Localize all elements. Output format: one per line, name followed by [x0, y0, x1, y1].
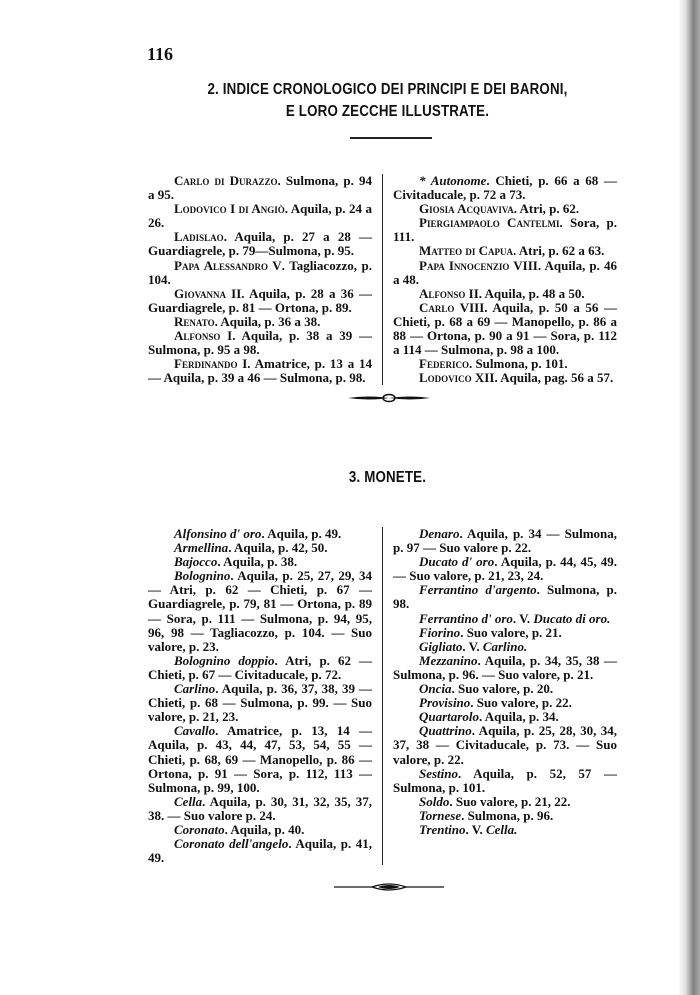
entry-head: Alfonsino d' oro	[174, 526, 262, 541]
entry-text: . Suo valore, p. 21, 22.	[449, 793, 571, 809]
index-entry	[393, 301, 617, 357]
section2-title-line2: E LORO ZECCHE ILLUSTRATE.	[285, 103, 490, 120]
entry-text: . Chieti, p. 66 a 68 — Civitaducale, p. 72 a 73.	[393, 173, 617, 203]
entry-text: . Aquila, p. 27 a 28 — Guardiagrele, p. 79—Sulmona, p. 95.	[148, 229, 372, 259]
entry-text: . V.	[465, 821, 486, 837]
index-entry	[148, 329, 372, 357]
index-entry	[148, 837, 372, 865]
index-entry	[148, 527, 372, 541]
entry-head: Gigliato	[419, 638, 463, 654]
index-entry	[148, 287, 372, 315]
index-entry	[393, 795, 617, 809]
section2-columns	[148, 174, 617, 385]
ornament-divider-icon	[348, 392, 430, 404]
entry-head: Carlo VIII	[419, 299, 485, 315]
section3-right-column	[393, 527, 617, 865]
index-entry	[148, 357, 372, 385]
entry-text: . Amatrice, p. 13 a 14 — Aquila, p. 39 a 46 — Sulmona, p. 98.	[148, 356, 372, 386]
index-entry	[393, 823, 617, 837]
entry-text: . Aquila, p. 24 a 26.	[148, 201, 372, 231]
index-entry	[148, 315, 372, 329]
entry-head: Lodovico I di Angiò	[174, 201, 285, 217]
entry-text: . Aquila, p. 34.	[478, 709, 559, 725]
section2-right-column	[393, 174, 617, 385]
index-entry	[393, 612, 617, 626]
entry-head: Piergiampaolo Cantelmi	[419, 215, 560, 231]
entry-head: Ferrantino d'argento	[419, 582, 537, 598]
entry-text: . Atri, p. 62 a 63.	[513, 243, 605, 259]
section2-title-line1: 2. INDICE CRONOLOGICO DEI PRINCIPI E DEI BARONI,	[207, 81, 568, 98]
index-entry	[393, 216, 617, 244]
entry-text: . Aquila, p. 40.	[224, 821, 305, 837]
section3-columns	[148, 527, 617, 865]
entry-text: . Aquila, p. 28 a 36 — Guardiagrele, p. 81 — Ortona, p. 89.	[148, 285, 372, 315]
entry-text: . Aquila, pag. 56 a 57.	[494, 370, 614, 386]
entry-head: Fiorino	[419, 624, 461, 640]
entry-head: Ferrantino d' oro	[419, 610, 513, 626]
entry-text: . Suo valore, p. 20.	[451, 681, 554, 697]
entry-text: . Aquila, p. 49.	[261, 526, 342, 541]
entry-head: Carlino	[174, 681, 216, 697]
entry-text: . Sora, p. 111.	[393, 215, 617, 245]
index-entry	[393, 287, 617, 301]
index-entry	[393, 767, 617, 795]
ornament-end-icon	[334, 881, 444, 893]
section3-left-column	[148, 527, 372, 865]
entry-head: Giovanna II	[174, 285, 242, 301]
entry-head: Sestino	[419, 765, 459, 781]
entry-head: Ducato d' oro	[419, 554, 495, 570]
index-entry	[148, 823, 372, 837]
section2-left-column	[148, 174, 372, 385]
entry-text: . Aquila, p. 25, 28, 30, 34, 37, 38 — Civitaducale, p. 73. — Suo valore, p. 22.	[393, 723, 617, 767]
entry-head: Ferdinando I	[174, 356, 248, 372]
entry-text: . Atri, p. 62.	[513, 201, 580, 217]
entry-text: . Aquila, p. 48 a 50.	[478, 285, 585, 301]
entry-head: Armellina	[174, 540, 229, 556]
index-entry	[393, 724, 617, 766]
entry-text: . Tagliacozzo, p. 104.	[148, 257, 372, 287]
entry-head: Bolognino doppio	[174, 652, 275, 668]
entry-head: Lodovico XII	[419, 370, 495, 386]
title-rule	[350, 137, 432, 139]
index-entry	[148, 654, 372, 682]
entry-text: . Suo valore, p. 21.	[460, 624, 562, 640]
index-entry	[393, 682, 617, 696]
entry-head: Renato	[174, 313, 215, 329]
entry-head: Papa Alessandro V	[174, 257, 282, 273]
entry-head: Tornese	[419, 807, 462, 823]
index-entry	[393, 244, 617, 258]
index-entry	[393, 174, 617, 202]
index-entry	[393, 259, 617, 287]
index-entry	[393, 710, 617, 724]
column-separator	[382, 174, 383, 385]
entry-text: . Sulmona, p. 94 a 95.	[148, 173, 372, 203]
entry-text: . Sulmona, p. 98.	[393, 582, 617, 612]
index-entry	[393, 696, 617, 710]
entry-head: Quartarolo	[419, 709, 479, 725]
entry-text: . Atri, p. 62 — Chieti, p. 67 — Civitaducale, p. 72.	[148, 652, 372, 682]
index-entry	[393, 583, 617, 611]
index-entry	[148, 724, 372, 794]
entry-head: Oncia	[419, 681, 452, 697]
entry-text: . Aquila, p. 44, 45, 49. — Suo valore, p. 21, 23, 24.	[393, 554, 618, 584]
index-entry	[393, 626, 617, 640]
entry-head: Bajocco	[174, 554, 218, 570]
entry-text: . Aquila, p. 38.	[217, 554, 298, 570]
index-entry	[148, 259, 372, 287]
entry-text: . Aquila, p. 42, 50.	[228, 540, 328, 556]
entry-text: . Aquila, p. 36 a 38.	[214, 313, 321, 329]
index-entry	[393, 640, 617, 654]
entry-text: . Aquila, p. 34 — Sulmona, p. 97 — Suo valore p. 22.	[393, 526, 617, 556]
column-separator	[382, 527, 383, 865]
index-entry	[393, 357, 617, 371]
entry-head: Carlo di Durazzo	[174, 173, 278, 188]
entry-head: Cavallo	[174, 723, 216, 739]
entry-head: Coronato	[174, 821, 225, 837]
entry-text: . Sulmona, p. 101.	[468, 356, 568, 372]
entry-head: Cella	[174, 793, 203, 809]
entry-crossref: Cella.	[485, 821, 518, 837]
entry-text: . Aquila, p. 34, 35, 38 — Sulmona, p. 96. — Suo valore, p. 21.	[393, 652, 617, 682]
entry-text: . Suo valore, p. 22.	[470, 695, 572, 711]
index-entry	[148, 569, 372, 654]
entry-text: . V.	[462, 638, 483, 654]
index-entry	[393, 555, 617, 583]
entry-text: . Aquila, p. 50 a 56 — Chieti, p. 68 a 69 — Manopello, p. 86 a 88 — Ortona, p. 90 a 91 — Sora, p. 112 a 114 — Sulmona, p. 98 a 100.	[393, 299, 617, 358]
entry-head: Coronato dell'angelo	[174, 836, 289, 852]
entry-text: . Aquila, p. 38 a 39 — Sulmona, p. 95 a 98.	[148, 328, 372, 358]
entry-text: . Aquila, p. 46 a 48.	[393, 257, 618, 287]
section3-title: 3. MONETE.	[348, 469, 427, 486]
index-entry	[148, 555, 372, 569]
index-entry	[393, 527, 617, 555]
entry-head: Soldo	[419, 793, 450, 809]
entry-text: . Aquila, p. 30, 31, 32, 35, 37, 38. — Suo valore p. 24.	[148, 793, 372, 823]
entry-head: Quattrino	[419, 723, 472, 739]
entry-head: Alfonso II	[419, 285, 479, 301]
index-entry	[148, 795, 372, 823]
page-number: 116	[147, 44, 174, 64]
index-entry	[148, 230, 372, 258]
index-entry	[148, 174, 372, 202]
entry-head: Matteo di Capua	[419, 243, 513, 259]
index-entry	[148, 202, 372, 230]
entry-crossref: Carlino.	[482, 638, 528, 654]
index-entry	[148, 541, 372, 555]
index-entry	[393, 809, 617, 823]
entry-head: Ladislao	[174, 229, 224, 245]
entry-head: Bolognino	[174, 568, 231, 584]
entry-head: Giosia Acquaviva	[419, 201, 514, 217]
entry-text: . Amatrice, p. 13, 14 — Aquila, p. 43, 44, 47, 53, 54, 55 — Chieti, p. 68, 69 — Manopello, p. 86 — Ortona, p. 91 — Sora, p. 112, 113 — Sulmona, p. 99, 100.	[148, 723, 372, 795]
index-entry	[393, 654, 617, 682]
index-entry	[148, 682, 372, 724]
entry-text: . Aquila, p. 25, 27, 29, 34 — Atri, p. 62 — Chieti, p. 67 — Guardiagrele, p. 79, 81 — Ortona, p. 89 — Sora, p. 111 — Sulmona, p. 94, 95, 96, 98 — Tagliacozzo, p. 104. — Suo valore, p. 23.	[148, 568, 372, 654]
entry-text: . Aquila, p. 52, 57 — Sulmona, p. 101.	[393, 765, 617, 795]
entry-head: Mezzanino	[419, 652, 478, 668]
entry-head: Provisino	[419, 695, 471, 711]
entry-head: Papa Innocenzio VIII	[419, 257, 538, 273]
entry-text: . Aquila, p. 36, 37, 38, 39 — Chieti, p. 68 — Sulmona, p. 99. — Suo valore, p. 21, 23.	[148, 681, 372, 725]
entry-head: Alfonso I	[174, 328, 233, 344]
entry-crossref: Ducato di oro.	[533, 610, 611, 626]
entry-head: Denaro	[419, 526, 460, 541]
index-entry	[393, 371, 617, 385]
scan-edge-shadow	[678, 0, 700, 995]
entry-text: . Aquila, p. 41, 49.	[148, 836, 372, 866]
entry-text: . V.	[512, 610, 534, 626]
entry-head: Federico	[419, 356, 469, 372]
entry-head: Trentino	[419, 821, 466, 837]
entry-head: * Autonome	[419, 173, 487, 188]
entry-text: . Sulmona, p. 96.	[461, 807, 554, 823]
index-entry	[393, 202, 617, 216]
